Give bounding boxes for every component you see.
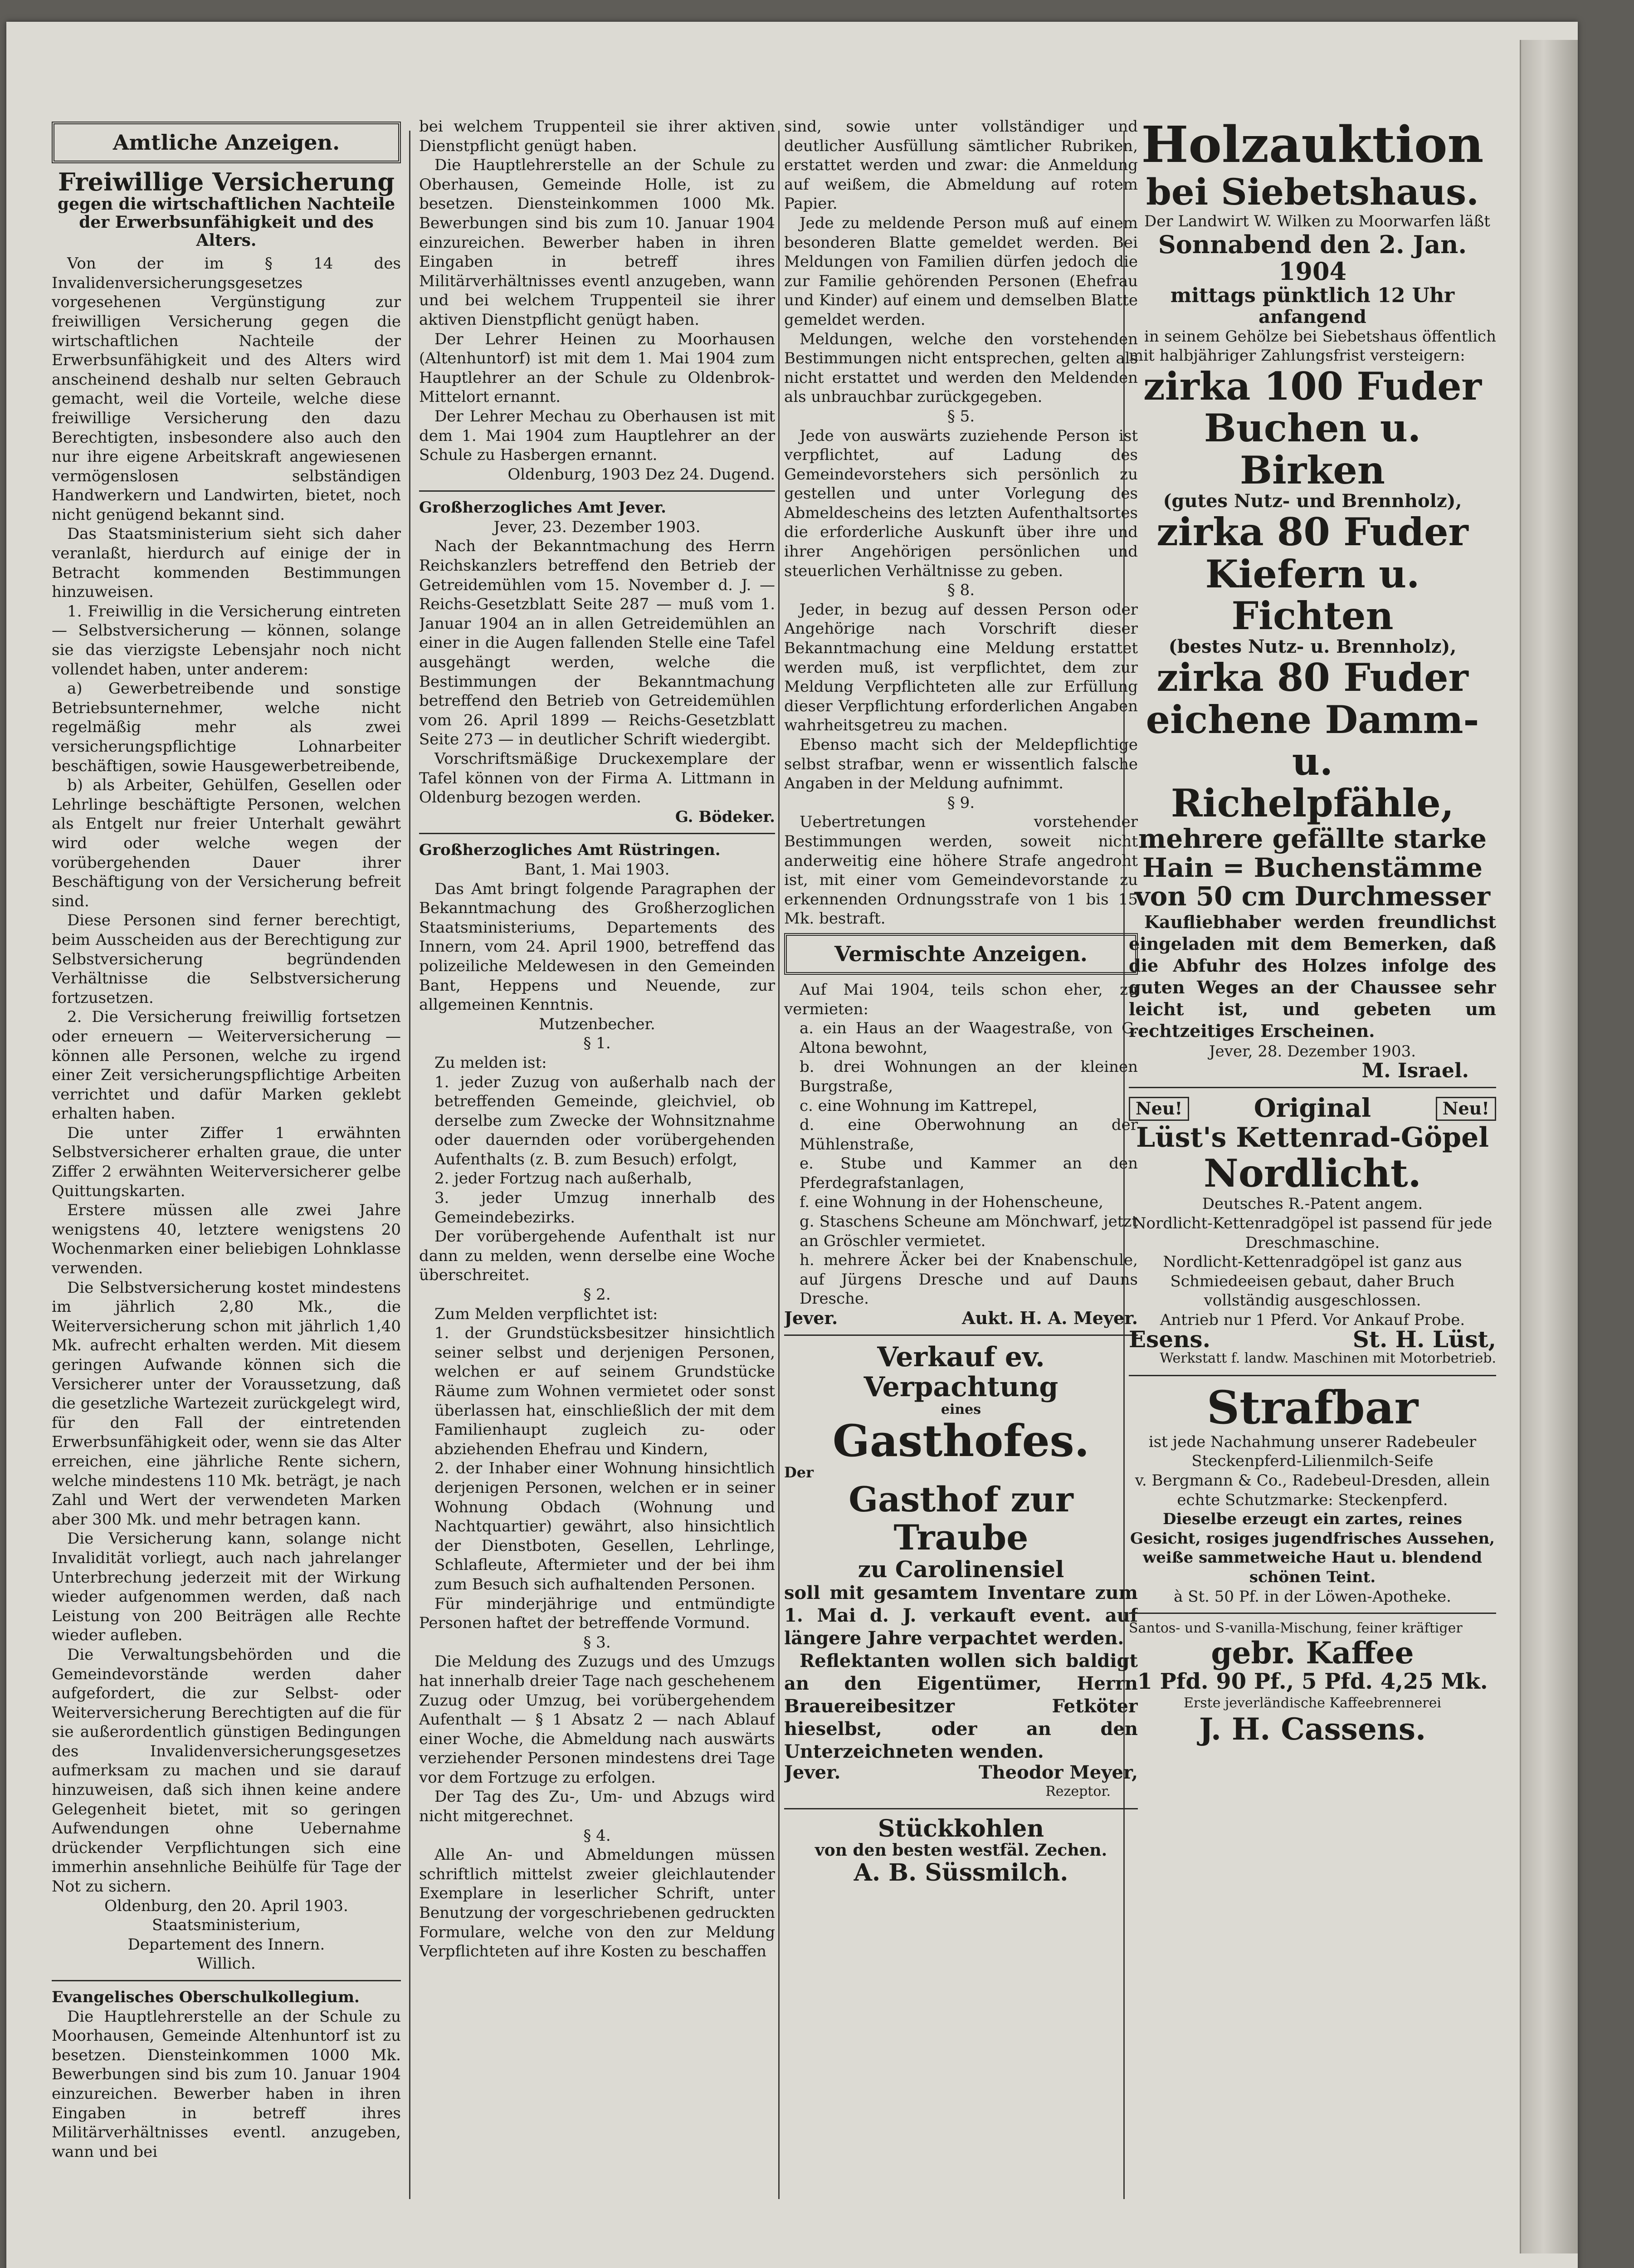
ad-text: Nordlicht-Kettenradgöpel ist ganz aus Schmiedeeisen gebaut, daher Bruch vollständig ausgeschlossen. (1163, 1253, 1462, 1310)
list-item: 3. jeder Umzug innerhalb des Gemeindebezirks. (434, 1189, 775, 1227)
ad-text: Deutsches R.-Patent angem. (1202, 1195, 1423, 1213)
paragraph: Uebertretungen vorstehender Bestimmungen werden, soweit nicht anderweitig eine höhere Strafe angedroht ist, mit einer vom Gemeindevorstande zu erkennenden Ordnungsstrafe von 1 bis 15 Mk. bestraft. (784, 813, 1138, 928)
ad-text: in seinem Gehölze bei Siebetshaus öffentlich mit halbjähriger Zahlungsfrist versteigern: (1129, 327, 1496, 365)
new-badge: Neu! (1129, 1097, 1189, 1121)
signature: G. Bödeker. (675, 807, 775, 826)
ad-subtitle: zu Carolinensiel (858, 1555, 1064, 1583)
section-number: § 9. (947, 793, 975, 812)
page-edge (1520, 40, 1578, 2253)
column-rule (409, 131, 410, 2199)
ad-title: A. B. Süssmilch. (854, 1858, 1068, 1887)
ad-title: Strafbar (1206, 1380, 1419, 1434)
section-number: § 4. (583, 1826, 611, 1845)
ad-text: à St. 50 Pf. in der Löwen-Apotheke. (1174, 1587, 1451, 1606)
ad-item-note: (gutes Nutz- und Brennholz), (1163, 490, 1462, 512)
ad-text: soll mit gesamtem Inventare zum 1. Mai d. J. verkauft event. auf längere Jahre verpachtet werden. (784, 1582, 1138, 1649)
ad-item-note: (bestes Nutz- u. Brennholz), (1168, 636, 1457, 658)
paragraph: Jeder, in bezug auf dessen Person oder Angehörige nach Vorschrift dieser Bekanntmachung eine Meldung erstattet werden muß, ist verpflichtet, dem zur Meldung Verpflichteten alle zur Erfüllung dieser Verpflichtung erforderlichen Angaben wahrheitsgetreu zu machen. (784, 600, 1138, 735)
signature: Mutzenbecher. (539, 1015, 655, 1033)
dateline: Oldenburg, den 20. April 1903. (104, 1897, 348, 1915)
section-number: § 5. (947, 407, 975, 425)
paragraph: Die Hauptlehrerstelle an der Schule zu Oberhausen, Gemeinde Holle, ist zu besetzen. Diensteinkommen 1000 Mk. Bewerbungen sind bis zum 10. Januar 1904 einzureichen. Bewerber haben in ihren Eingaben in betreff ihres Militärverhältnisses eventl anzugeben, wann und bei welchem Truppenteil sie ihrer aktiven Dienstpflicht genügt haben. (419, 156, 775, 329)
ad-text: anfangend (1258, 306, 1366, 327)
ad-item: eichene Damm- u. (1146, 697, 1479, 784)
article-subtitle: gegen die wirtschaftlichen Nachteile der Erwerbsunfähigkeit und des Alters. (57, 195, 395, 250)
paragraph: bei welchem Truppenteil sie ihrer aktiven Dienstpflicht genügt haben. (419, 117, 775, 155)
paragraph: Die Meldung des Zuzugs und des Umzugs hat innerhalb dreier Tage nach geschehenem Zuzug oder Umzug, bei vorübergehendem Aufenthalt — § 1 Absatz 2 — nach Ablauf einer Woche, die Abmeldung nach auswärts verziehender Personen mindestens drei Tage vor dem Fortzuge zu erfolgen. (419, 1652, 775, 1787)
ad-text: Santos- und S-vanilla-Mischung, feiner kräftiger (1129, 1620, 1463, 1637)
ad-title: Gasthofes. (832, 1415, 1090, 1466)
dateline: Oldenburg, 1903 Dez 24. Dugend. (507, 465, 775, 484)
paragraph: b) als Arbeiter, Gehülfen, Gesellen oder Lehrlinge beschäftigte Personen, welchen als Entgelt nur freier Unterhalt gewährt wird oder welche wegen der vorübergehenden Dauer ihrer Beschäftigung von der Versicherung befreit sind. (52, 776, 401, 910)
ad-item: Kiefern u. Fichten (1205, 551, 1420, 638)
ad-item: Richelpfähle, (1171, 781, 1454, 826)
signature-place: Jever. (784, 1761, 841, 1783)
paragraph: Von der im § 14 des Invalidenversicherungsgesetzes vorgesehenen Vergünstigung zur freiwilligen Versicherung gegen die wirtschaftlichen Nachteile der Erwerbsunfähigkeit und des Alters wird anscheinend deshalb nur selten Gebrauch gemacht, weil die Vorteile, welche diese freiwillige Versicherung den dazu Berechtigten, insbesondere also auch den nur ihre eigene Arbeitskraft angewiesenen vermögenslosen selbständigen Handwerkern und Landwirten, bietet, noch nicht genügend bekannt sind. (52, 254, 401, 524)
list-item: e. Stube und Kammer an den Pferdegrafstanlagen, (800, 1154, 1138, 1192)
ad-title: Nordlicht. (1204, 1151, 1421, 1196)
ad-text: eines (941, 1401, 981, 1418)
ad-title: Holzauktion (1141, 117, 1484, 174)
list-item: 1. jeder Zuzug von außerhalb nach der betreffenden Gemeinde, gleichviel, ob derselbe zum Zwecke der Wohnsitznahme oder dauernden oder vorübergehenden Aufenthalts (z. B. zum Besuch) erfolgt, (434, 1073, 775, 1168)
ad-title: bei Siebetshaus. (1146, 171, 1479, 213)
column-1 (52, 117, 401, 2240)
ad-title: Original (1254, 1093, 1371, 1124)
column-rule (778, 131, 780, 2199)
paragraph: Das Amt bringt folgende Paragraphen der Bekanntmachung des Großherzoglichen Staatsministeriums, Departements des Innern, vom 24. April 1900, betreffend das polizeiliche Meldewesen in den Gemeinden Bant, Heppens und Neuende, zur allgemeinen Kenntnis. (419, 880, 775, 1014)
paragraph: Zu melden ist: (434, 1053, 547, 1072)
section-number: § 8. (947, 581, 975, 600)
new-badge: Neu! (1436, 1097, 1496, 1121)
signature: Willich. (197, 1955, 256, 1973)
ad-text: Der Landwirt W. Wilken zu Moorwarfen läßt (1144, 212, 1490, 230)
paragraph: 1. Freiwillig in die Versicherung eintreten — Selbstversicherung — können, solange sie das vierzigste Lebensjahr noch nicht vollendet haben, unter anderem: (52, 602, 401, 679)
list-item: c. eine Wohnung im Kattrepel, (800, 1096, 1038, 1115)
section-number: § 3. (583, 1633, 611, 1652)
column-4 (1129, 117, 1496, 2240)
section-number: § 2. (583, 1286, 611, 1304)
paragraph: Diese Personen sind ferner berechtigt, beim Ausscheiden aus der Berechtigung zur Selbstversicherung begründenden Verhältnisse die Selbstversicherung fortzusetzen. (52, 911, 401, 1007)
paragraph: a) Gewerbetreibende und sonstige Betriebsunternehmer, welche nicht regelmäßig mehr als zwei versicherungspflichtige Lohnarbeiter beschäftigen, sowie Hausgewerbetreibende, (52, 679, 401, 775)
section-heading: Vermischte Anzeigen. (784, 933, 1138, 975)
dateline: Bant, 1. Mai 1903. (524, 860, 670, 879)
paragraph: Die Hauptlehrerstelle an der Schule zu Moorhausen, Gemeinde Altenhuntorf ist zu besetzen. Diensteinkommen 1000 Mk. Bewerbungen sind bis zum 10. Januar 1904 einzureichen. Bewerber haben in ihren Eingaben in betreff ihres Militärverhältnisses eventl. anzugeben, wann und bei (52, 2007, 401, 2161)
section-number: § 1. (583, 1034, 611, 1053)
dateline: Jever, 28. Dezember 1903. (1209, 1042, 1416, 1061)
article-title: Freiwillige Versicherung (58, 167, 395, 196)
ad-price: 1 Pfd. 90 Pf., 5 Pfd. 4,25 Mk. (1137, 1668, 1488, 1694)
ad-item: mehrere gefällte starke (1138, 823, 1487, 854)
paragraph: Meldungen, welche den vorstehenden Bestimmungen nicht entsprechen, gelten als nicht erstattet und werden den Meldenden als unbrauchbar zurückgegeben. (784, 330, 1138, 406)
list-item: d. eine Oberwohnung an der Mühlenstraße, (800, 1116, 1138, 1154)
paragraph: Das Staatsministerium sieht sich daher veranlaßt, hierdurch auf einige der in Betracht kommenden Bestimmungen hinzuweisen. (52, 525, 401, 601)
paragraph: Die unter Ziffer 1 erwähnten Selbstversicherer erhalten graue, die unter Ziffer 2 erwähnten Weiterversicherer gelbe Quittungskarten. (52, 1124, 401, 1200)
ad-item: zirka 80 Fuder (1156, 655, 1468, 700)
ad-title: Lüst's Kettenrad-Göpel (1136, 1122, 1489, 1154)
ad-text: Erste jeverländische Kaffeebrennerei (1184, 1695, 1441, 1711)
column-2 (419, 117, 775, 2240)
ad-title: Gasthof zur Traube (849, 1479, 1073, 1558)
ad-text: Werkstatt f. landw. Maschinen mit Motorbetrieb. (1160, 1350, 1496, 1367)
list-item: 2. jeder Fortzug nach außerhalb, (434, 1169, 693, 1188)
ad-item: von 50 cm Durchmesser (1134, 881, 1491, 912)
list-item: h. mehrere Äcker bei der Knabenschule, auf Jürgens Dresche und auf Dauns Dresche. (800, 1251, 1138, 1308)
paragraph: Der vorübergehende Aufenthalt ist nur dann zu melden, wenn derselbe eine Woche überschreitet. (419, 1227, 775, 1285)
ad-text: ist jede Nachahmung unserer Radebeuler Steckenpferd-Lilienmilch-Seife (1148, 1432, 1477, 1471)
signature: Staatsministerium, (152, 1916, 301, 1935)
paragraph: Der Lehrer Mechau zu Oberhausen ist mit dem 1. Mai 1904 zum Hauptlehrer an der Schule zu Hasbergen ernannt. (419, 407, 775, 464)
list-item: f. eine Wohnung in der Hohenscheune, (800, 1193, 1103, 1212)
ad-text: Reflektanten wollen sich baldigt an den Eigentümer, Herrn Brauereibesitzer Fetköter hieselbst, oder an den Unterzeichneten wenden. (784, 1650, 1138, 1762)
list-item: a. ein Haus an der Waagestraße, von C. Altona bewohnt, (800, 1019, 1138, 1057)
signature: Departement des Innern. (127, 1935, 325, 1954)
signature-place: Jever. (784, 1308, 838, 1329)
signature: M. Israel. (1361, 1059, 1469, 1082)
ad-item: zirka 100 Fuder (1143, 363, 1482, 409)
ad-item: Hain = Buchenstämme (1142, 852, 1483, 883)
section-title: Großherzogliches Amt Rüstringen. (419, 841, 721, 860)
paragraph: Ebenso macht sich der Meldepflichtige selbst strafbar, wenn er wissentlich falsche Angaben in der Meldung aufnimmt. (784, 736, 1138, 793)
paragraph: Alle An- und Abmeldungen müssen schriftlich mittelst zweier gleichlautender Exemplare in leserlicher Schrift, unter Benutzung der vorgeschriebenen gedruckten Formulare, welche von den zur Meldung Verpflichteten auf ihre Kosten zu beschaffen (419, 1846, 775, 1961)
paragraph: Vorschriftsmäßige Druckexemplare der Tafel können von der Firma A. Littmann in Oldenburg bezogen werden. (419, 750, 775, 807)
paragraph: Erstere müssen alle zwei Jahre wenigstens 40, letztere wenigstens 20 Wochenmarken einer beliebigen Lohnklasse verwenden. (52, 1201, 401, 1278)
dateline: Jever, 23. Dezember 1903. (493, 518, 701, 536)
paragraph: Der Tag des Zu-, Um- und Abzugs wird nicht mitgerechnet. (419, 1788, 775, 1826)
ad-text: v. Bergmann & Co., Radebeul-Dresden, allein echte Schutzmarke: Steckenpferd. (1135, 1471, 1490, 1509)
list-item: g. Staschens Scheune am Mönchwarf, jetzt an Gröschler vermietet. (800, 1212, 1138, 1250)
column-3 (784, 117, 1138, 2240)
ad-text: von den besten westfäl. Zechen. (815, 1840, 1107, 1860)
ad-title: J. H. Cassens. (1199, 1711, 1426, 1747)
signature: Aukt. H. A. Meyer. (961, 1308, 1138, 1329)
paragraph: Zum Melden verpflichtet ist: (434, 1305, 658, 1323)
ad-title: Verkauf ev. Verpachtung (863, 1341, 1058, 1403)
section-title: Evangelisches Oberschulkollegium. (52, 1988, 360, 2007)
paragraph: Für minderjährige und entmündigte Personen haftet der betreffende Vormund. (419, 1594, 775, 1633)
ad-text: Dieselbe erzeugt ein zartes, reines Gesicht, rosiges jugendfrisches Aussehen, weiße sammetweiche Haut u. blendend schönen Teint. (1130, 1510, 1495, 1586)
newspaper-page (6, 22, 1578, 2268)
list-item: 1. der Grundstücksbesitzer hinsichtlich seiner selbst und derjenigen Personen, welchen er auf seinem Grundstücke Räume zum Wohnen vermietet oder sonst überlassen hat, einschließlich der mit dem Familienhaupt zugleich zu- oder abziehenden Ehefrau und Kindern, (434, 1324, 775, 1458)
ad-text: Antrieb nur 1 Pferd. Vor Ankauf Probe. (1160, 1310, 1465, 1329)
ad-text: Nordlicht-Kettenradgöpel ist passend für jede Dreschmaschine. (1132, 1214, 1493, 1252)
paragraph: Die Verwaltungsbehörden und die Gemeindevorstände werden daher aufgefordert, die zur Selbst- oder Weiterversicherung Berechtigten auf die für sie außerordentlich günstigen Bedingungen des Invalidenversicherungsgesetzes aufmerksam zu machen und sie darauf hinzuweisen, daß sich ihnen keine andere Gelegenheit bietet, mit so geringen Aufwendungen ohne Uebernahme drückender Verpflichtungen sich eine immerhin ansehnliche Beihülfe für Tage der Not zu sichern. (52, 1645, 401, 1896)
section-title: Großherzogliches Amt Jever. (419, 499, 666, 517)
ad-item: Buchen u. Birken (1204, 406, 1421, 493)
section-heading: Amtliche Anzeigen. (52, 122, 401, 163)
paragraph: sind, sowie unter vollständiger und deutlicher Ausfüllung sämtlicher Rubriken, erstattet werden und zwar: die Anmeldung auf weißem, die Abmeldung auf rotem Papier. (784, 117, 1138, 213)
list-item: 2. der Inhaber einer Wohnung hinsichtlich derjenigen Personen, welchen er in seiner Wohnung Obdach (Wohnung und Nachtquartier) gewährt, also hinsichtlich der Dienstboten, Gesellen, Lehrlinge, Schlafleute, Aftermieter und der bei ihm zum Besuch sich aufhaltenden Personen. (434, 1459, 775, 1593)
ad-time: mittags pünktlich 12 Uhr (1170, 284, 1455, 308)
ad-title: gebr. Kaffee (1211, 1635, 1414, 1671)
ad-title: Stückkohlen (878, 1814, 1044, 1843)
ad-text: Der (784, 1464, 814, 1481)
signature-title: Rezeptor. (1045, 1784, 1111, 1800)
paragraph: Auf Mai 1904, teils schon eher, zu vermieten: (784, 980, 1138, 1018)
paragraph: Nach der Bekanntmachung des Herrn Reichskanzlers betreffend den Betrieb der Getreidemühlen vom 15. November d. J. — Reichs-Gesetzblatt Seite 287 — muß vom 1. Januar 1904 an in allen Getreidemühlen an einer in die Augen fallenden Stelle eine Tafel ausgehängt werden, welche die Bestimmungen der Bekanntmachung betreffend den Betrieb von Getreidemühlen vom 26. April 1899 — Reichs-Gesetzblatt Seite 273 — in deutlicher Schrift wiedergibt. (419, 537, 775, 749)
paragraph: Die Versicherung kann, solange nicht Invalidität vorliegt, auch nach jahrelanger Unterbrechung jederzeit mit der Wirkung wieder aufgenommen werden, daß nach Leistung von 200 Beiträgen alle Rechte wieder aufleben. (52, 1530, 401, 1645)
signature-place: Esens. (1129, 1325, 1210, 1353)
paragraph: Die Selbstversicherung kostet mindestens im jährlich 2,80 Mk., die Weiterversicherung schon mit jährlich 1,40 Mk. aufrecht erhalten werden. Mit diesem geringen Aufwande können sich die Versicherer unter der Voraussetzung, daß die gesetzliche Wartezeit zurückgelegt wird, für den Fall der eintretenden Erwerbsunfähigkeit oder, wenn sie das Alter erreichen, eine jährliche Rente sichern, welche mindestens 110 Mk. beträgt, je nach Zahl und Wert der verwendeten Marken aber 300 Mk. und mehr betragen kann. (52, 1278, 401, 1529)
paragraph: 2. Die Versicherung freiwillig fortsetzen oder erneuern — Weiterversicherung — können alle Personen, welche zu irgend einer Zeit versicherungspflichtige Arbeiten verrichtet und dafür Marken geklebt erhalten haben. (52, 1008, 401, 1123)
paragraph: Jede von auswärts zuziehende Person ist verpflichtet, auf Ladung des Gemeindevorstehers sich persönlich zu gestellen und unter Vorlegung des Abmeldescheins des letzten Aufenthaltsortes die erforderliche Auskunft über ihre und ihrer Angehörigen persönlichen und steuerlichen Verhältnisse zu geben. (784, 426, 1138, 580)
paragraph: Jede zu meldende Person muß auf einem besonderen Blatte gemeldet werden. Bei Meldungen von Familien dürfen jedoch die zur Familie gehörenden Personen (Ehefrau und Kinder) auf einem und demselben Blatte gemeldet werden. (784, 214, 1138, 329)
signature: Theodor Meyer, (978, 1761, 1138, 1783)
ad-text: Kaufliebhaber werden freundlichst eingeladen mit dem Bemerken, daß die Abfuhr des Holzes infolge des guten Weges an der Chaussee sehr leicht ist, und gebeten um rechtzeitiges Erscheinen. (1129, 912, 1496, 1041)
signature: St. H. Lüst, (1352, 1325, 1496, 1353)
ad-date: Sonnabend den 2. Jan. 1904 (1158, 230, 1467, 286)
ad-item: zirka 80 Fuder (1156, 509, 1468, 555)
paragraph: Der Lehrer Heinen zu Moorhausen (Altenhuntorf) ist mit dem 1. Mai 1904 zum Hauptlehrer an der Schule zu Oldenbrok-Mittelort ernannt. (419, 330, 775, 406)
list-item: b. drei Wohnungen an der kleinen Burgstraße, (800, 1058, 1138, 1095)
